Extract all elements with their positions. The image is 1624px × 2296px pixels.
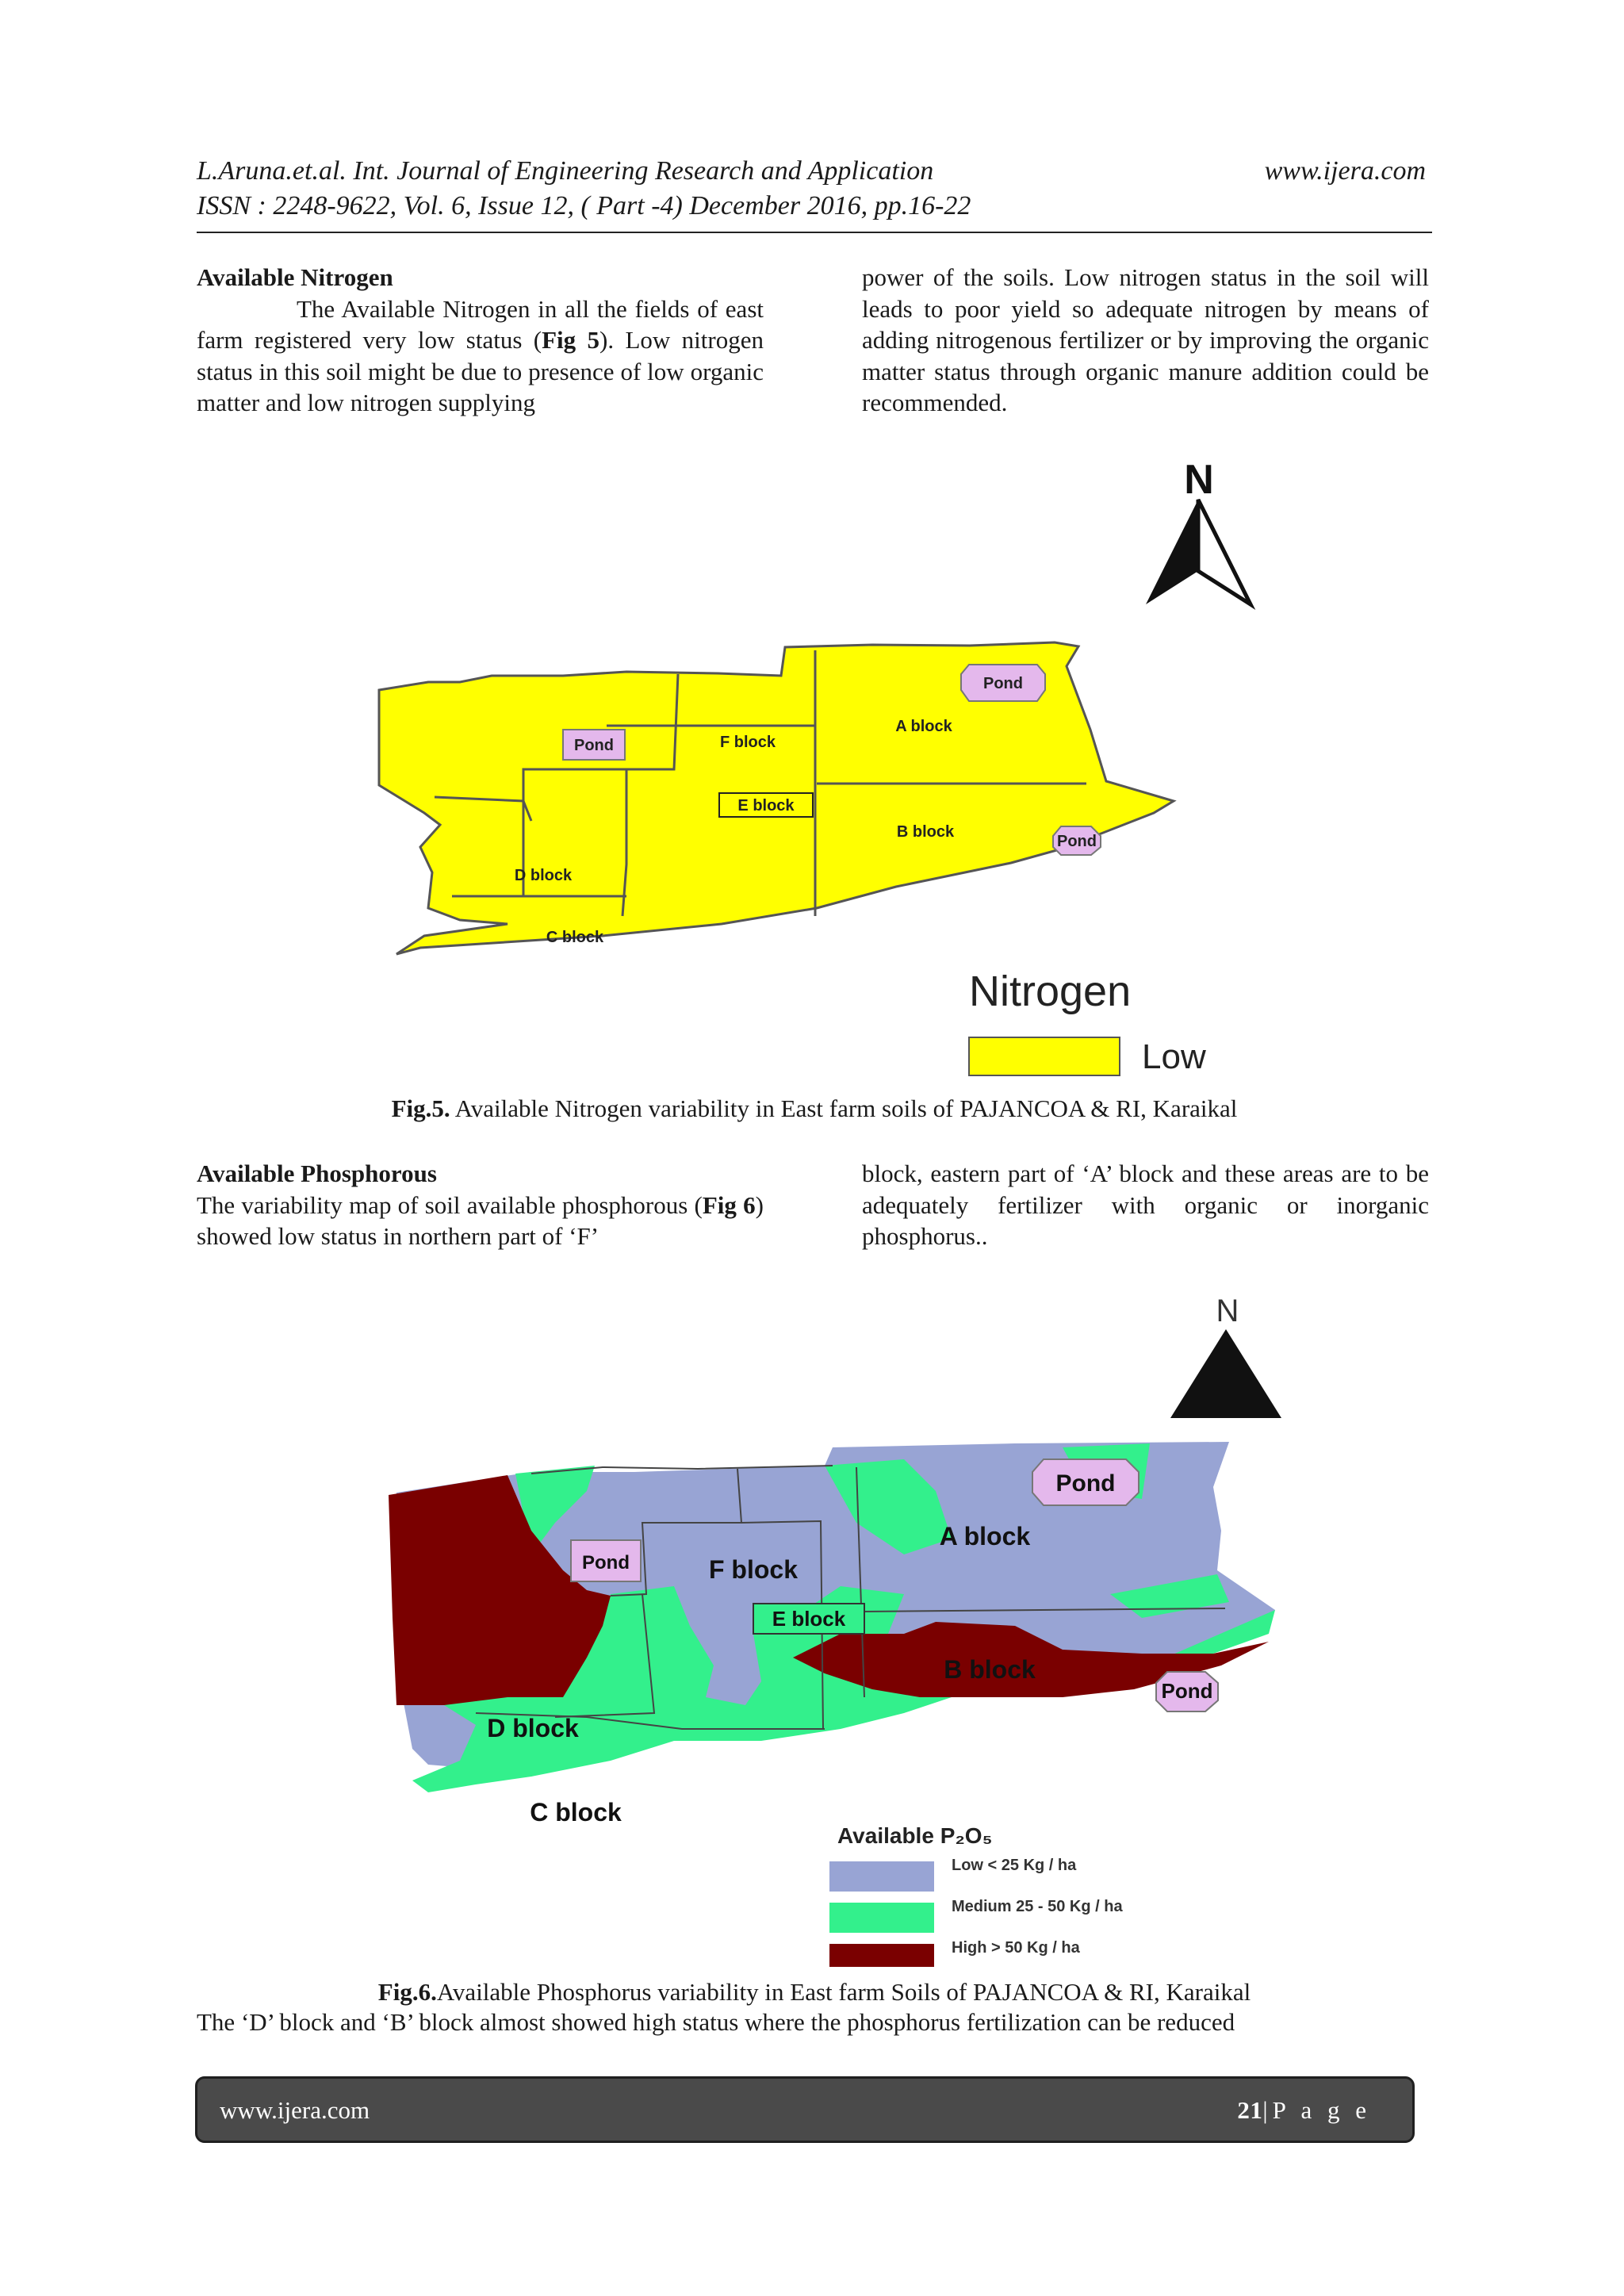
nitrogen-paragraph-2: power of the soils. Low nitrogen status in the soil will leads to poor yield so adequate nitrogen by means of adding nitrogenous fertilizer or by improving the organic matter status through organic manure addition could be recommended.: [862, 263, 1429, 416]
svg-text:Pond: Pond: [574, 737, 614, 754]
pond-se: [1156, 1672, 1218, 1711]
svg-text:High > 50 Kg / ha: High > 50 Kg / ha: [952, 1939, 1080, 1957]
pond-ne: [1032, 1459, 1139, 1505]
a-block-label: A block: [939, 1522, 1031, 1550]
a-block-label: A block: [895, 718, 952, 735]
pond-se: [1053, 826, 1101, 855]
e-block-label: [719, 793, 813, 817]
svg-text:E block: E block: [772, 1607, 846, 1631]
b-block-label: B block: [944, 1655, 1036, 1684]
svg-text:Pond: Pond: [582, 1552, 630, 1573]
page-footer: [195, 2076, 1415, 2143]
journal-citation: L.Aruna.et.al. Int. Journal of Engineering Research and Application: [197, 156, 934, 186]
svg-text:Pond: Pond: [983, 675, 1023, 692]
d-block-label: D block: [514, 867, 573, 884]
fig5-legend: [969, 968, 1206, 1076]
fig6-caption: Fig.6.Available Phosphorus variability in East farm Soils of PAJANCOA & RI, Karaikal: [377, 1978, 1251, 2006]
svg-text:N: N: [1184, 457, 1214, 503]
svg-text:Pond: Pond: [1055, 1470, 1116, 1497]
svg-text:Nitrogen: Nitrogen: [969, 968, 1132, 1015]
f-block-label: F block: [708, 1555, 799, 1584]
phosphorous-paragraph-1: The variability map of soil available phosphorous (Fig 6) showed low status in northern part of ‘F’: [197, 1190, 764, 1250]
svg-text:E block: E block: [737, 797, 795, 815]
fig6-legend: [829, 1823, 1123, 1967]
svg-text:Pond: Pond: [1161, 1679, 1213, 1703]
d-block-label: D block: [487, 1714, 579, 1742]
fig5-nitrogen-map: [325, 452, 1293, 1079]
fig6-phosphorus-map: [349, 1285, 1285, 1967]
phosphorous-heading: Available Phosphorous: [197, 1159, 437, 1187]
running-header: [197, 154, 1426, 224]
pond-nw: [563, 730, 625, 760]
svg-text:Low < 25 Kg / ha: Low < 25 Kg / ha: [952, 1857, 1077, 1874]
e-block-label: [753, 1604, 864, 1634]
svg-text:Available P₂O₅: Available P₂O₅: [837, 1823, 993, 1848]
c-block-label: C block: [546, 929, 604, 946]
fig5-ref: Fig 5: [542, 326, 600, 354]
fig5-caption: Fig.5. Available Nitrogen variability in East farm soils of PAJANCOA & RI, Karaikal: [391, 1094, 1238, 1122]
issn-line: ISSN : 2248-9622, Vol. 6, Issue 12, ( Part -4) December 2016, pp.16-22: [197, 191, 971, 220]
legend-swatch-low: [969, 1037, 1120, 1075]
legend-swatch-medium: [829, 1903, 934, 1933]
north-arrow-icon: [1146, 457, 1251, 604]
pond-ne: [961, 665, 1045, 701]
north-arrow-icon: [1170, 1294, 1281, 1418]
b-block-label: B block: [896, 823, 955, 841]
svg-text:Low: Low: [1142, 1037, 1206, 1076]
footer-website[interactable]: www.ijera.com: [220, 2096, 370, 2124]
nitrogen-column-left: [197, 262, 764, 419]
phosphorous-column-right: [862, 1158, 1429, 1252]
legend-swatch-high: [829, 1944, 934, 1967]
header-rule: [197, 232, 1432, 233]
svg-text:Medium 25 - 50 Kg / ha: Medium 25 - 50 Kg / ha: [952, 1898, 1123, 1915]
f-block-label: F block: [719, 734, 776, 751]
trailing-paragraph: The ‘D’ block and ‘B’ block almost showed high status where the phosphorus fertilization can be reduced: [197, 2008, 1235, 2036]
phosphorous-paragraph-2: block, eastern part of ‘A’ block and these areas are to be adequately fertilizer with organic or inorganic phosphorus..: [862, 1159, 1429, 1250]
pond-nw: [571, 1540, 641, 1581]
phosphorous-column-left: [197, 1158, 764, 1252]
nitrogen-paragraph-1: The Available Nitrogen in all the fields of east farm registered very low status (Fig 5). Low nitrogen status in this soil might be due to presence of low organic matter and low nitrogen supplying: [197, 294, 764, 416]
nitrogen-column-right: [862, 262, 1429, 419]
svg-text:Pond: Pond: [1057, 833, 1097, 850]
journal-website[interactable]: www.ijera.com: [1264, 156, 1426, 186]
nitrogen-heading: Available Nitrogen: [197, 263, 393, 291]
legend-swatch-low: [829, 1861, 934, 1892]
svg-text:N: N: [1216, 1294, 1239, 1328]
page-number: 21|P a g e: [1237, 2096, 1371, 2124]
fig6-ref: Fig 6: [702, 1190, 756, 1219]
c-block-label: C block: [530, 1798, 622, 1826]
